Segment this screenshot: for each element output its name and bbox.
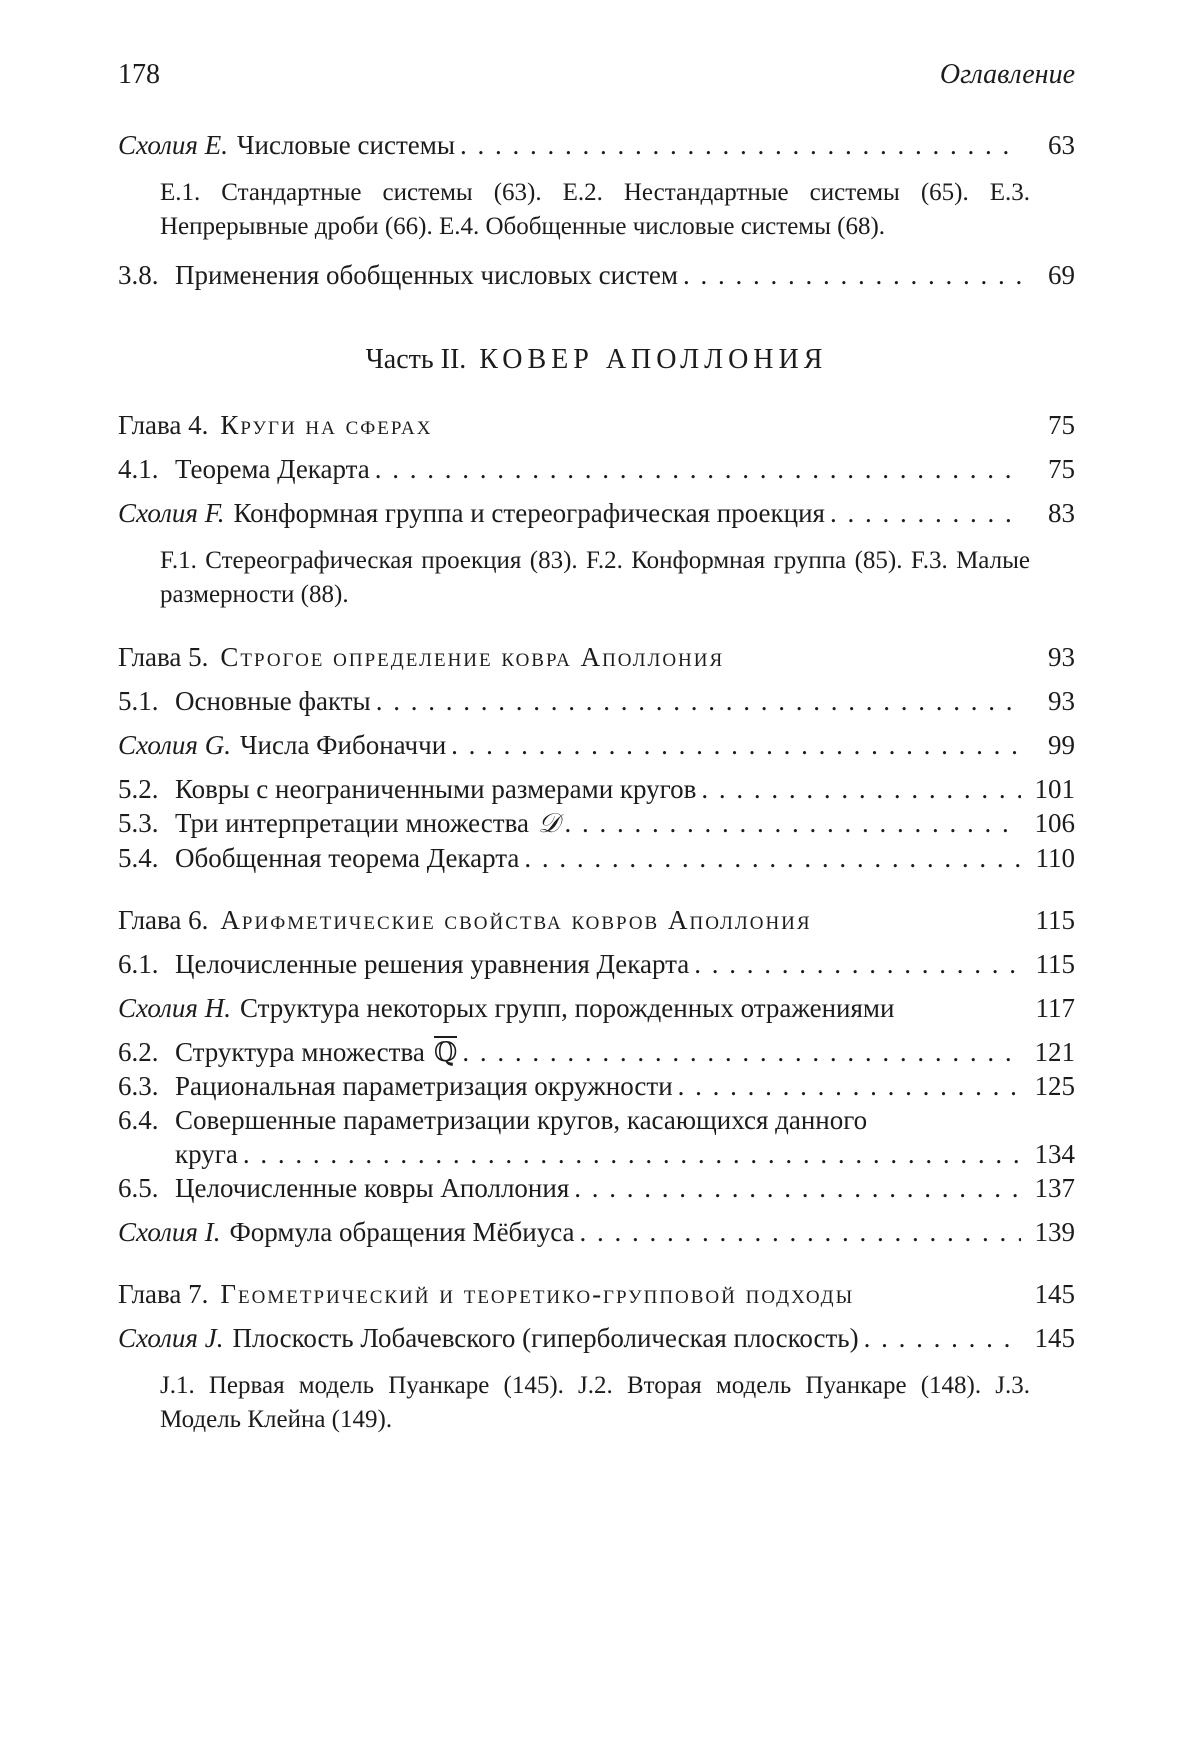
entry-prefix: Схолия E.	[118, 130, 228, 160]
toc-entry-scholium-h	[118, 991, 1075, 1025]
entry-title: Структура некоторых групп, порожденных отражениями	[239, 993, 895, 1023]
dot-leader	[574, 1171, 1021, 1205]
toc-chapter-4	[118, 408, 1075, 442]
entry-page: 145	[1034, 1323, 1075, 1353]
part-title: КОВЕР АПОЛЛОНИЯ	[479, 344, 828, 375]
toc-entry-5-4	[118, 841, 1075, 875]
dot-leader	[243, 1137, 1021, 1171]
entry-title: Формула обращения Мёбиуса	[229, 1217, 575, 1247]
chapter-prefix: Глава 4.	[118, 410, 209, 440]
dot-leader	[678, 1069, 1021, 1103]
page-header	[118, 58, 1075, 92]
entry-title: Теорема Декарта	[175, 454, 370, 484]
toc-entry-scholium-g	[118, 728, 1075, 762]
entry-page: 63	[1048, 130, 1075, 160]
entry-page: 101	[1034, 774, 1075, 804]
dot-leader	[376, 684, 1021, 718]
dot-leader	[830, 496, 1021, 530]
toc-entry-5-3	[118, 806, 1075, 841]
entry-page: 125	[1034, 1071, 1075, 1101]
toc-chapter-6	[118, 903, 1075, 937]
entry-page: 137	[1034, 1173, 1075, 1203]
dot-leader	[451, 728, 1021, 762]
entry-number: 6.4.	[118, 1105, 159, 1135]
chapter-prefix: Глава 6.	[118, 905, 209, 935]
entry-title: Конформная группа и стереографическая проекция	[233, 498, 825, 528]
toc-entry-6-3	[118, 1069, 1075, 1103]
toc-entry-6-4-line1	[118, 1103, 1075, 1137]
dot-leader	[460, 128, 1021, 162]
toc-entry-4-1	[118, 452, 1075, 486]
entry-number: 4.1.	[118, 454, 159, 484]
toc-entry-6-5	[118, 1171, 1075, 1205]
dot-leader	[683, 258, 1021, 292]
chapter-title: Круги на сферах	[220, 410, 433, 440]
entry-page: 121	[1034, 1037, 1075, 1067]
toc-entry-6-1	[118, 947, 1075, 981]
entry-page: 83	[1048, 498, 1075, 528]
toc-entry-6-2	[118, 1035, 1075, 1069]
entry-title: Рациональная параметризация окружности	[175, 1071, 673, 1101]
entry-number: 5.3.	[118, 808, 159, 838]
entry-page: 69	[1048, 260, 1075, 290]
entry-prefix: Схолия G.	[118, 730, 231, 760]
toc-chapter-7	[118, 1277, 1075, 1311]
toc-chapter-5	[118, 640, 1075, 674]
entry-page: 75	[1048, 454, 1075, 484]
entry-page: 134	[1034, 1139, 1075, 1169]
script-d-symbol: 𝒟	[537, 808, 560, 839]
entry-title: Плоскость Лобачевского (гиперболическая плоскость)	[232, 1323, 859, 1353]
chapter-prefix: Глава 7.	[118, 1279, 209, 1309]
entry-page: 99	[1048, 730, 1075, 760]
chapter-prefix: Глава 5.	[118, 642, 209, 672]
entry-number: 6.2.	[118, 1037, 159, 1067]
dot-leader	[694, 947, 1021, 981]
entry-page: 110	[1035, 843, 1075, 873]
entry-title: Три интерпретации множества	[175, 808, 529, 838]
entry-title: Числовые системы	[236, 130, 455, 160]
entry-number: 3.8.	[118, 260, 159, 290]
entry-number: 6.5.	[118, 1173, 159, 1203]
entry-title: Применения обобщенных числовых систем	[175, 260, 678, 290]
entry-title: Структура множества	[175, 1037, 425, 1067]
toc-entry-scholium-j	[118, 1321, 1075, 1355]
entry-prefix: Схолия I.	[118, 1217, 221, 1247]
entry-page: 93	[1048, 686, 1075, 716]
entry-title: Обобщенная теорема Декарта	[175, 843, 520, 873]
entry-prefix: Схолия F.	[118, 498, 225, 528]
toc-entry-6-4-line2	[118, 1137, 1075, 1171]
entry-page: 139	[1034, 1217, 1075, 1247]
toc-subentries-j: J.1. Первая модель Пуанкаре (145). J.2. Вторая модель Пуанкаре (148). J.3. Модель Клейна (149).	[160, 1372, 1030, 1433]
chapter-title: Арифметические свойства ковров Аполлония	[220, 905, 812, 935]
entry-title: Ковры с неограниченными размерами кругов	[175, 774, 697, 804]
entry-title: Числа Фибоначчи	[239, 730, 447, 760]
entry-page: 115	[1035, 905, 1075, 935]
entry-page: 106	[1034, 808, 1075, 838]
running-title: Оглавление	[939, 59, 1075, 90]
toc-entry-3-8	[118, 258, 1075, 292]
entry-title: Целочисленные ковры Аполлония	[175, 1173, 570, 1203]
dot-leader	[565, 806, 1021, 840]
dot-leader	[375, 452, 1021, 486]
toc-entry-5-1	[118, 684, 1075, 718]
entry-number: 6.1.	[118, 949, 159, 979]
part-heading	[118, 340, 1075, 380]
entry-page: 75	[1048, 410, 1075, 440]
entry-title: Целочисленные решения уравнения Декарта	[175, 949, 690, 979]
dot-leader	[462, 1035, 1021, 1069]
rational-numbers-closure-symbol: ℚ	[433, 1037, 458, 1067]
chapter-title: Строгое определение ковра Аполлония	[220, 642, 725, 672]
dot-leader	[864, 1321, 1021, 1355]
toc-entry-5-2	[118, 772, 1075, 806]
page-number: 178	[118, 59, 160, 90]
toc-subentries-e: E.1. Стандартные системы (63). E.2. Нестандартные системы (65). E.3. Непрерывные дроби (66). E.4. Обобщенные числовые системы (68).	[160, 179, 1030, 240]
entry-title: Основные факты	[175, 686, 371, 716]
toc-entry-scholium-i	[118, 1215, 1075, 1249]
toc-entry-scholium-e	[118, 128, 1075, 162]
entry-number: 5.2.	[118, 774, 159, 804]
dot-leader	[701, 772, 1021, 806]
entry-page: 117	[1035, 993, 1075, 1023]
entry-page: 145	[1034, 1279, 1075, 1309]
part-prefix: Часть II.	[365, 344, 467, 375]
toc-subentries-f: F.1. Стереографическая проекция (83). F.2. Конформная группа (85). F.3. Малые размерности (88).	[160, 547, 1030, 608]
entry-title: Совершенные параметризации кругов, касающихся данного	[175, 1105, 868, 1135]
toc-entry-scholium-f	[118, 496, 1075, 530]
entry-number: 5.1.	[118, 686, 159, 716]
entry-number: 5.4.	[118, 843, 159, 873]
dot-leader	[580, 1215, 1021, 1249]
entry-page: 115	[1035, 949, 1075, 979]
entry-page: 93	[1048, 642, 1075, 672]
entry-title-continuation: круга	[175, 1139, 238, 1169]
entry-number: 6.3.	[118, 1071, 159, 1101]
chapter-title: Геометрический и теоретико-групповой подходы	[220, 1279, 855, 1309]
entry-prefix: Схолия J.	[118, 1323, 224, 1353]
dot-leader	[524, 841, 1021, 875]
entry-prefix: Схолия H.	[118, 993, 231, 1023]
